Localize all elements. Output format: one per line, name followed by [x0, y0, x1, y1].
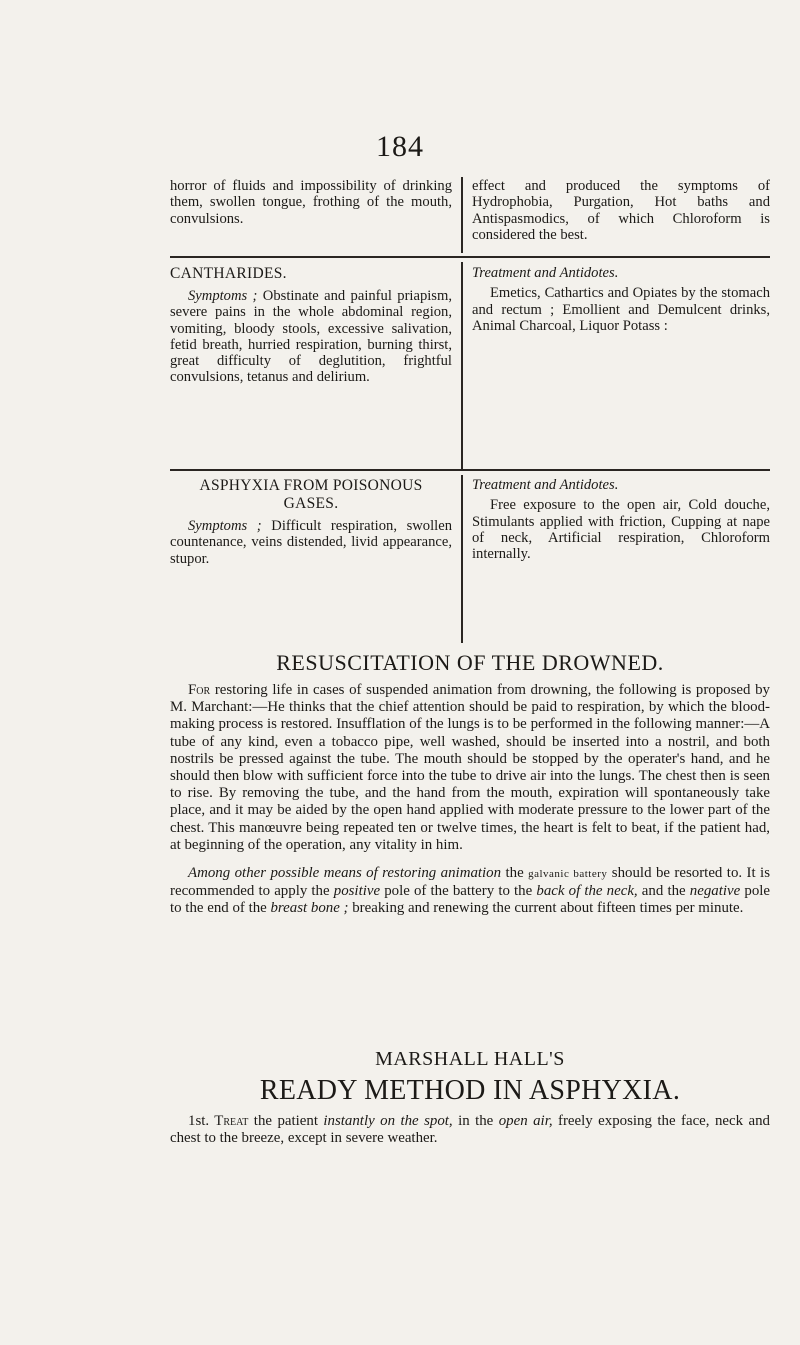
page-number: 184: [376, 130, 424, 163]
marshall-hall-step-1: 1st. Treat the patient instantly on the spot, in the open air, freely exposing the face, neck and chest to the breeze, except in severe weather.: [170, 1113, 770, 1147]
cantharides-treatment-label: Treatment and Antidotes.: [472, 265, 619, 281]
asphyxia-gases-symptoms-text: Symptoms ; Difficult respiration, swollen countenance, veins distended, livid appearance, stupor.: [170, 518, 452, 567]
resuscitation-title: RESUSCITATION OF THE DROWNED.: [276, 650, 664, 675]
resuscitation-paragraph-2: Among other possible means of restoring animation the galvanic battery should be resorted to. It is recommended to apply the positive pole of the battery to the back of the neck, and the negative pole to the end of the breast bone ; breaking and renewing the current about fifteen times per minute.: [170, 865, 771, 917]
column-divider: [461, 177, 463, 253]
asphyxia-gases-symptoms: [170, 477, 452, 567]
top-row-right: effect and produced the symptoms of Hydrophobia, Purgation, Hot baths and Antispasmodics, of which Chloroform is considered the best.: [472, 178, 770, 243]
asphyxia-gases-title: ASPHYXIA FROM POISONOUS GASES.: [199, 477, 423, 512]
column-divider: [461, 475, 463, 643]
marshall-hall-title: READY METHOD IN ASPHYXIA.: [259, 1075, 681, 1106]
asphyxia-gases-treatment-label: Treatment and Antidotes.: [472, 477, 619, 493]
cantharides-treatment: [472, 265, 770, 334]
cantharides-symptoms-text: Symptoms ; Obstinate and painful priapism, severe pains in the whole abdominal region, vomiting, bloody stools, excessive salivation, fetid breath, hurried respiration, burning thirst, great difficulty of deglutition, frightful convulsions, tetanus and delirium.: [170, 288, 452, 386]
cantharides-treatment-text: Emetics, Cathartics and Opiates by the stomach and rectum ; Emollient and Demulcent drinks, Animal Charcoal, Liquor Potass :: [472, 285, 770, 334]
column-divider: [461, 262, 463, 470]
marshall-hall-section: [170, 1048, 770, 1147]
cantharides-symptoms: [170, 265, 452, 386]
row-divider: [170, 469, 770, 471]
row-divider: [170, 256, 770, 258]
resuscitation-section: [170, 650, 770, 918]
cantharides-title: CANTHARIDES.: [170, 265, 287, 282]
asphyxia-gases-treatment: [472, 477, 770, 562]
top-row-left: horror of fluids and impossibility of drinking them, swollen tongue, frothing of the mouth, convulsions.: [170, 178, 452, 227]
marshall-hall-subtitle: MARSHALL HALL'S: [375, 1048, 565, 1070]
resuscitation-paragraph-1: For restoring life in cases of suspended animation from drowning, the following is proposed by M. Marchant:—He thinks that the chief attention should be paid to respiration, by which the blood-making process is restored. Insufflation of the lungs is to be performed in the following manner:—A tube of any kind, even a tobacco pipe, well washed, should be inserted into a nostril, and both nostrils be pressed against the tube. The mouth should be stopped by the operater's hand, and he should then blow with sufficient force into the tube to drive air into the lungs. The chest then is seen to rise. By removing the tube, and the hand from the mouth, expiration will spontaneously take place, and it may be aided by the open hand applied with moderate pressure to the lower part of the chest. This manœuvre being repeated ten or twelve times, the heart is felt to beat, if the patient had, at beginning of the operation, any vitality in him.: [170, 682, 770, 853]
asphyxia-gases-treatment-text: Free exposure to the open air, Cold douche, Stimulants applied with friction, Cupping at nape of neck, Artificial respiration, Chloroform internally.: [472, 497, 770, 563]
